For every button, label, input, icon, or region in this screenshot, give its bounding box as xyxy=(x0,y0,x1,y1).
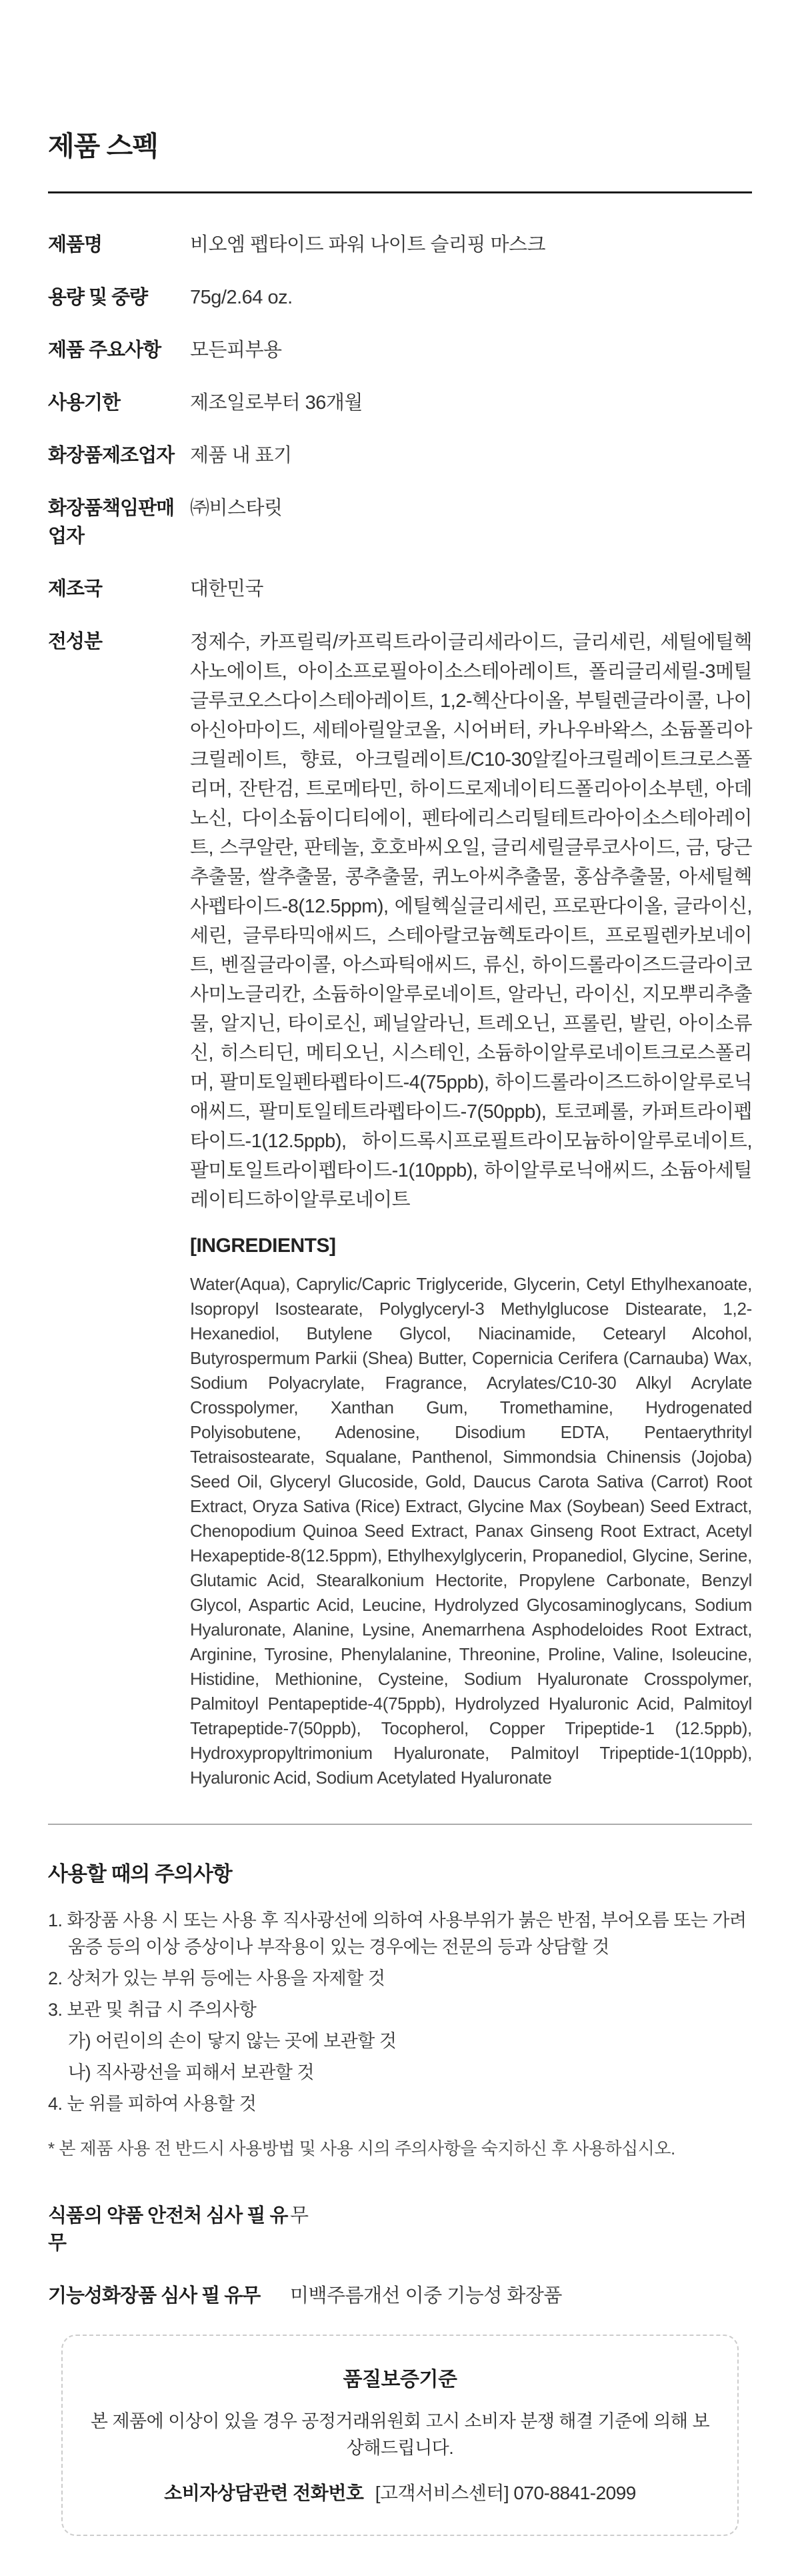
spec-label: 제품명 xyxy=(48,234,103,255)
spec-value: ㈜비스타릿 xyxy=(190,498,283,520)
review-value: 미백주름개선 이중 기능성 화장품 xyxy=(290,2285,562,2307)
quality-box-text: 본 제품에 이상이 있을 경우 공정거래위원회 고시 소비자 분쟁 해결 기준에 의해 보상해드립니다. xyxy=(90,2411,710,2459)
review-row-mfds xyxy=(48,2202,752,2257)
spec-row-seller xyxy=(48,494,752,550)
precaution-item: 3. 보관 및 취급 시 주의사항 xyxy=(48,2000,257,2020)
spec-label: 화장품제조업자 xyxy=(48,445,175,467)
ingredients-label: 전성분 xyxy=(48,631,103,653)
customer-service-phone-row xyxy=(89,2479,711,2505)
spec-value: 모든피부용 xyxy=(190,340,282,362)
spec-row-expiry xyxy=(48,389,752,417)
spec-row-ingredients xyxy=(48,628,752,1790)
spec-value: 제품 내 표기 xyxy=(190,445,292,467)
ingredients-korean-text: 정제수, 카프릴릭/카프릭트라이글리세라이드, 글리세린, 세틸에틸헥사노에이트, 아이소프로필아이소스테아레이트, 폴리글리세릴-3메틸글루코오스다이스테아레이트, 1,2-헥산다이올, 부틸렌글라이콜, 나이아신아마이드, 세테아릴알코올, 시어버터, 카나우바왁스, 소듐폴리아크릴레이트, 향료, 아크릴레이트/C10-30알킬아크릴레이트크로스폴리머, 잔탄검, 트로메타민, 하이드로제네이티드폴리아이소부텐, 아데노신, 다이소듐이디티에이, 펜타에리스리틸테트라아이소스테아레이트, 스쿠알란, 판테놀, 호호바씨오일, 글리세릴글루코사이드, 금, 당근추출물, 쌀추출물, 콩추출물, 퀴노아씨추출물, 홍삼추출물, 아세틸헥사펩타이드-8(12.5ppm), 에틸헥실글리세린, 프로판다이올, 글라이신, 세린, 글루타믹애씨드, 스테아랄코늄헥토라이트, 프로필렌카보네이트, 벤질글라이콜, 아스파틱애씨드, 류신, 하이드롤라이즈드글라이코사미노글리칸, 소듐하이알루로네이트, 알라닌, 라이신, 지모뿌리추출물, 알지닌, 타이로신, 페닐알라닌, 트레오닌, 프롤린, 발린, 아이소류신, 히스티딘, 메티오닌, 시스테인, 소듐하이알루로네이트크로스폴리머, 팔미토일펜타펩타이드-4(75ppb), 하이드롤라이즈드하이알루로닉애씨드, 팔미토일테트라펩타이드-7(50ppb), 토코페롤, 카퍼트라이펩타이드-1(12.5ppb), 하이드록시프로필트라이모늄하이알루로네이트, 팔미토일트라이펩타이드-1(10ppb), 하이알루로닉애씨드, 소듐아세틸레이티드하이알루로네이트 xyxy=(190,632,752,1211)
spec-value: 제조일로부터 36개월 xyxy=(190,392,363,414)
spec-value: 대한민국 xyxy=(190,578,264,600)
review-rows xyxy=(48,2202,752,2309)
spec-label: 사용기한 xyxy=(48,392,121,414)
spec-row-country xyxy=(48,575,752,603)
spec-row-manufacturer xyxy=(48,442,752,470)
ingredients-english-text: Water(Aqua), Caprylic/Capric Triglyceride, Glycerin, Cetyl Ethylhexanoate, Isopropyl Isostearate, Polyglyceryl-3 Methylglucose Distearate, 1,2-Hexanediol, Butylene Glycol, Niacinamide, Cetearyl Alcohol, Butyrospermum Parkii (Shea) Butter, Copernicia Cerifera (Carnauba) Wax, Sodium Polyacrylate, Fragrance, Acrylates/C10-30 Alkyl Acrylate Crosspolymer, Xanthan Gum, Tromethamine, Hydrogenated Polyisobutene, Adenosine, Disodium EDTA, Pentaerythrityl Tetraisostearate, Squalane, Panthenol, Simmondsia Chinensis (Jojoba) Seed Oil, Glyceryl Glucoside, Gold, Daucus Carota Sativa (Carrot) Root Extract, Oryza Sativa (Rice) Extract, Glycine Max (Soybean) Seed Extract, Chenopodium Quinoa Seed Extract, Panax Ginseng Root Extract, Acetyl Hexapeptide-8(12.5ppm), Ethylhexylglycerin, Propanediol, Glycine, Serine, Glutamic Acid, Stearalkonium Hectorite, Propylene Carbonate, Benzyl Glycol, Aspartic Acid, Leucine, Hydrolyzed Glycosaminoglycans, Sodium Hyaluronate, Alanine, Lysine, Anemarrhena Asphodeloides Root Extract, Arginine, Tyrosine, Phenylalanine, Threonine, Proline, Valine, Isoleucine, Histidine, Methionine, Cysteine, Sodium Hyaluronate Crosspolymer, Palmitoyl Pentapeptide-4(75ppb), Hydrolyzed Hyaluronic Acid, Palmitoyl Tetrapeptide-7(50ppb), Tocopherol, Copper Tripeptide-1 (12.5ppb), Hydroxypropyltrimonium Hyaluronate, Palmitoyl Tripeptide-1(10ppb), Hyaluronic Acid, Sodium Acetylated Hyaluronate xyxy=(190,1274,752,1788)
spec-label: 용량 및 중량 xyxy=(48,287,148,309)
precaution-subitem: 가) 어린이의 손이 닿지 않는 곳에 보관할 것 xyxy=(68,2031,397,2052)
usage-note: * 본 제품 사용 전 반드시 사용방법 및 사용 시의 주의사항을 숙지하신 후 사용하십시오. xyxy=(48,2138,675,2159)
divider-dark xyxy=(48,191,752,193)
review-label: 식품의 약품 안전처 심사 필 유무 xyxy=(48,2205,288,2254)
quality-guarantee-box xyxy=(61,2335,739,2536)
page-title: 제품 스펙 xyxy=(48,131,158,161)
spec-label: 화장품책임판매업자 xyxy=(48,498,175,548)
spec-value: 75g/2.64 oz. xyxy=(190,287,293,309)
ingredients-block xyxy=(190,628,752,1790)
spec-table xyxy=(48,231,752,1790)
phone-label: 소비자상담관련 전화번호 xyxy=(164,2483,364,2504)
review-value: 무 xyxy=(290,2205,309,2227)
precautions-list xyxy=(48,1907,752,2117)
spec-row-volume xyxy=(48,283,752,311)
spec-label: 제품 주요사항 xyxy=(48,340,161,362)
quality-box-title: 품질보증기준 xyxy=(343,2369,457,2391)
phone-value: [고객서비스센터] 070-8841-2099 xyxy=(375,2483,636,2504)
spec-row-skin-type xyxy=(48,336,752,364)
spec-value: 비오엠 펩타이드 파워 나이트 슬리핑 마스크 xyxy=(190,234,546,255)
review-row-functional xyxy=(48,2283,752,2310)
precaution-item: 4. 눈 위를 피하여 사용할 것 xyxy=(48,2094,257,2114)
spec-label: 제조국 xyxy=(48,578,103,600)
precautions-title: 사용할 때의 주의사항 xyxy=(48,1862,232,1886)
precaution-item: 2. 상처가 있는 부위 등에는 사용을 자제할 것 xyxy=(48,1968,385,1989)
spec-row-product-name xyxy=(48,231,752,259)
precaution-item: 1. 화장품 사용 시 또는 사용 후 직사광선에 의하여 사용부위가 붉은 반점, 부어오름 또는 가려움증 등의 이상 증상이나 부작용이 있는 경우에는 전문의 등과 상담할 것 xyxy=(48,1910,747,1958)
divider-light xyxy=(48,1824,752,1825)
ingredients-english-header: [INGREDIENTS] xyxy=(190,1235,336,1257)
review-label: 기능성화장품 심사 필 유무 xyxy=(48,2285,261,2307)
precaution-subitem: 나) 직사광선을 피해서 보관할 것 xyxy=(68,2062,315,2083)
